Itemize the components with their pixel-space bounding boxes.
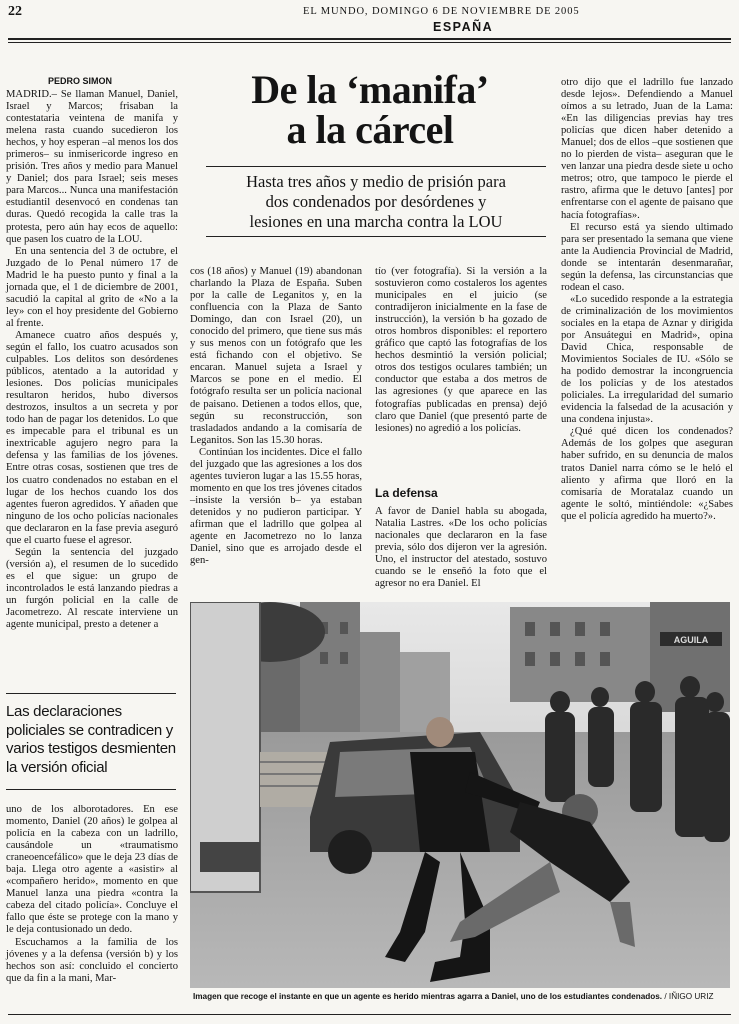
subhead: La defensa (375, 486, 438, 500)
paragraph: otro dijo que el ladrillo fue lanzado desde lejos». Defendiendo a Manuel oímos a su letrado, Juan de la Lama: «En las diligencias previas hay tres policías que dicen haber detenido a Manuel; dos de ellos –que sostienen que no lo pierden de vista– aseguran que le ven lanzar una piedra desde siete u ocho metros; otro, que tampoco le pierde el rastro, afirma que le detuvo [antes] por enfrentarse con el agente de paisano que hacía fotografías». (561, 77, 733, 221)
deck-rule-top (206, 166, 546, 167)
pull-quote: Las declaraciones policiales se contradicen y varios testigos desmienten la versión oficial (6, 703, 176, 776)
byline: PEDRO SIMON (48, 76, 113, 86)
deck-line-1: Hasta tres años y medio de prisión para (246, 172, 506, 191)
column-3-text-after (375, 506, 547, 590)
column-1-text (6, 89, 178, 631)
photo-credit: / IÑIGO URIZ (664, 992, 714, 1001)
column-4-text (561, 77, 733, 523)
paragraph: Amanece cuatro años después y, según el fallo, los cuatro acusados son culpables. Los delitos son desórdenes públicos, atentado a la autoridad y lesiones. Dos policías municipales resultaron heridos, hubo diversos destrozos, insultos a un secreta y por todo han de pagar los detenidos. Lo que es impecable para el tribunal es un inextricable agujero negro para la defensa y las familias de los jóvenes. Entre otras cosas, sostienen que tres de los cuatro condenados no estaban en el lugar de los hechos cuando los dos agentes fueron agredidos. Y añaden que ninguno de los ocho policías nacionales que declararon en la fase previa aseguró que el cuarto fuese el agresor. (6, 329, 178, 546)
paragraph: cos (18 años) y Manuel (19) abandonan charlando la Plaza de España. Suben por la calle de Leganitos y, en la confluencia con la Plaza de Santo Domingo, dan con Israel (20), un conocido del primero, que tiene sus más y sus menos con un fotógrafo que les está fichando con el objetivo. Se encaran. Manuel sujeta a Israel y Marcos se pone en el medio. El fotógrafo resulta ser un policía nacional de paisano. Detienen a todos ellos, que, según su reconstrucción, son trasladados andando a la comisaría de Leganitos. Son las 15.30 horas. (190, 266, 362, 446)
paragraph: El recurso está ya siendo ultimado para ser presentado la semana que viene ante la Audiencia Provincial de Madrid, donde se intentarán desenmarañar, según la defensa, las circunstancias que rodean el caso. (561, 221, 733, 293)
paragraph: Según la sentencia del juzgado (versión a), el resumen de lo sucedido es el que sigue: un grupo de incontrolados le está lanzando piedras a un furgón policial en la calle de Jacometrezo. Al rescate interviene un agente municipal, presto a detener a (6, 546, 178, 631)
photo-caption-text: Imagen que recoge el instante en que un agente es herido mientras agarra a Daniel, uno de los estudiantes condenados. (193, 992, 663, 1001)
deck-line-3: lesiones en una marcha contra la LOU (249, 212, 503, 231)
header-rule-thin (8, 42, 731, 43)
paragraph: MADRID.– Se llaman Manuel, Daniel, Israel y Marcos; frisaban la contestataria veintena de manifa y melena rasta cuando sucedieron los hechos, y hoy esperan –al menos los dos primeros– su inmisericorde ingreso en prisión. Tres años y medio para Manuel y Daniel; dos para Israel; seis meses para Marcos... Nunca una manifestación estudiantil desenvocó en condenas tan duras. Quedó recogida la calle tras la protesta, pero aún hay ecos de aquello: que pasen los cuatro de la LOU. (6, 89, 178, 245)
deck (196, 172, 556, 232)
dateline: EL MUNDO, DOMINGO 6 DE NOVIEMBRE DE 2005 (303, 6, 580, 17)
column-3-text (375, 266, 547, 435)
footer-rule (8, 1014, 731, 1015)
headline-line-1: De la ‘manifa’ (251, 67, 489, 112)
photo-caption (193, 992, 714, 1001)
headline (190, 67, 550, 152)
column-2-text (190, 266, 362, 567)
deck-rule-bottom (206, 236, 546, 237)
section-name: ESPAÑA (433, 20, 494, 34)
paragraph: En una sentencia del 3 de octubre, el Juzgado de lo Penal número 17 de Madrid le ha puesto punto y final a la jornada que, el 1 de diciembre de 2001, sacudió la capital al grito de «No a la ley» con el hoy presidente del Gobierno al frente. (6, 245, 178, 329)
page-number: 22 (8, 4, 22, 19)
paragraph: A favor de Daniel habla su abogada, Natalia Lastres. «De los ocho policías nacionales que declararon en la fase previa, sólo dos dijeron ver la agresión. Uno, el instructor del atestado, sostuvo cuando se le enseñó la foto que el agresor no era Daniel. El (375, 506, 547, 590)
paragraph: ¿Qué qué dicen los condenados? Además de los golpes que aseguran haber sufrido, en su denuncia de malos tratos Daniel narra cómo se le heló el aliento y afirma que lloró en la comisaría de Moratalaz cuando un agente le soltó, mintiéndole: «¿Sabes que el policía agredido ha muerto?». (561, 426, 733, 522)
paragraph: Escuchamos a la familia de los jóvenes y a la defensa (versión b) y los hechos son así: concluido el concierto que da fin a la mani, Mar- (6, 936, 178, 984)
paragraph: «Lo sucedido responde a la estrategia de criminalización de los movimientos sociales en la etapa de Aznar y dirigida por Ansuátegui en Madrid», opina David Chica, responsable de Movimientos Sociales de IU. «Sólo se ha podido demostrar la incongruencia de los policías y de los atestados policiales. La irregularidad del sumario evidencia la falsedad de la acusación y una condena injusta». (561, 293, 733, 426)
headline-line-2: a la cárcel (286, 107, 454, 152)
paragraph: Continúan los incidentes. Dice el fallo del juzgado que las agresiones a los dos agentes tuvieron lugar a las 15.55 horas, momento en que los tres jóvenes citados –insiste la versión b– ya estaban detenidos y no pudieron participar. Y afirman que el ladrillo que golpea al agente en Jacometrezo no lo lanza Daniel, sino que es arrojado desde el gen- (190, 446, 362, 567)
shop-sign: AGUILA (673, 635, 709, 645)
deck-line-2: dos condenados por desórdenes y (265, 192, 487, 211)
header-rule (8, 38, 731, 40)
paragraph: uno de los alborotadores. En ese momento, Daniel (20 años) le golpea al policía en la cabeza con un ladrillo, causándole un «traumatismo craneoencefálico» que le deja 23 días de baja. Llega otro agente a «asistir» al «compañero herido», momento en que Manuel lanza una piedra «contra la cabeza del citado policía». Concluye el fallo que éste se protege con la mano y le deja contusionado un dedo. (6, 804, 178, 936)
pull-quote-rule-bottom (6, 789, 176, 790)
column-1-bottom-text (6, 804, 178, 985)
news-photo-illustration (190, 602, 730, 988)
pull-quote-rule-top (6, 693, 176, 694)
paragraph: tío (ver fotografía). Si la versión a la sostuvieron como costaleros los agentes municipales en el juicio (se contradijeron inicialmente en la fase de instrucción), la versión b ha gozado de otros hombros disponibles: el reportero gráfico que captó las fotografías de los hechos desmintió la versión policial; otros dos testigos oculares también; un conductor que estaba a dos metros de las agresiones (y que aparece en las fotografías publicadas en prensa) dejó claro que Daniel (que presentó parte de lesiones) no agredió a los policías. (375, 266, 547, 434)
news-photo (190, 602, 730, 988)
